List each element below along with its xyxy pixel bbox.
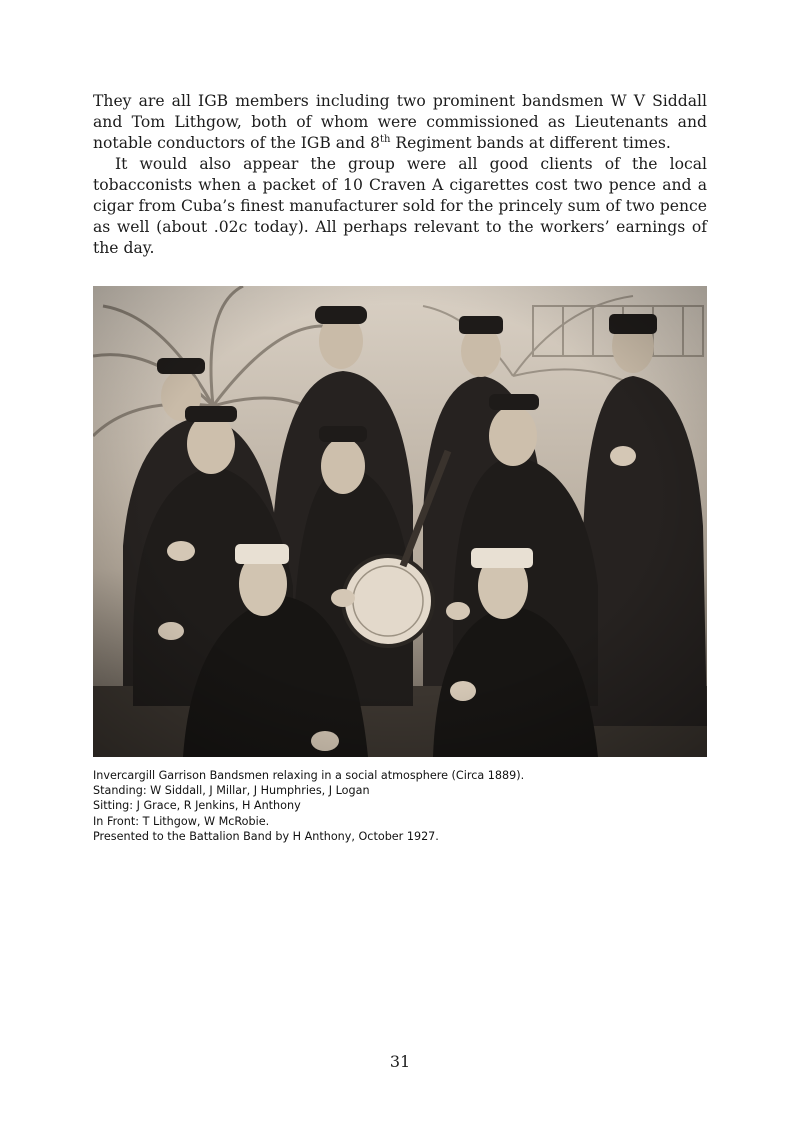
paragraph-2: It would also appear the group were all good clients of the local tobacconists when a packet of 10 Craven A cigarettes cost two pence and a cigar from Cuba’s finest manufacturer sold for the princely sum of two pence as well (about .02c today). All perhaps relevant to the workers’ earnings of the day. bbox=[93, 155, 707, 257]
photo-caption bbox=[93, 768, 707, 844]
caption-line-front: In Front: T Lithgow, W McRobie. bbox=[93, 814, 270, 828]
page-number: 31 bbox=[389, 1052, 411, 1071]
caption-line-standing: Standing: W Siddall, J Millar, J Humphries, J Logan bbox=[93, 784, 370, 798]
caption-line-sitting: Sitting: J Grace, R Jenkins, H Anthony bbox=[93, 799, 301, 813]
caption-line-title: Invercargill Garrison Bandsmen relaxing in a social atmosphere (Circa 1889). bbox=[93, 769, 525, 782]
body-text bbox=[93, 91, 707, 259]
caption-line-presented: Presented to the Battalion Band by H Anthony, October 1927. bbox=[93, 829, 439, 843]
paragraph-1: They are all IGB members including two prominent bandsmen W V Siddall and Tom Lithgow, both of whom were commissioned as Lieutenants and notable conductors of the IGB and 8th Regiment bands at different times. bbox=[93, 92, 707, 152]
historical-band-photograph bbox=[93, 286, 707, 757]
superscript-th: th bbox=[379, 133, 391, 145]
